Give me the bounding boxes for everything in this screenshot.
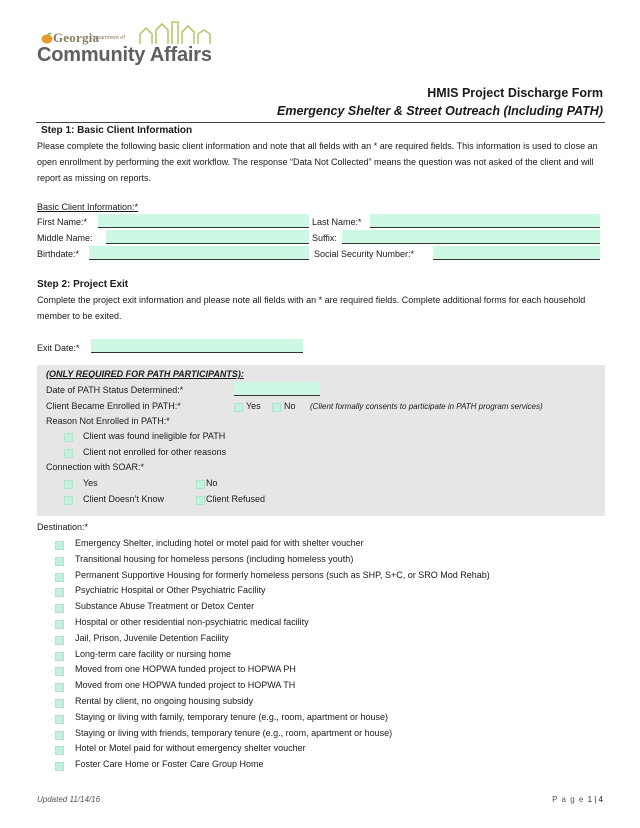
logo-community-affairs: Community Affairs (37, 44, 212, 66)
destination-option-label: Staying or living with family, temporary tenure (e.g., room, apartment or house) (75, 711, 388, 722)
header-divider (36, 122, 605, 123)
soar-no-checkbox[interactable] (196, 480, 205, 489)
ssn-input[interactable] (433, 246, 600, 260)
destination-checkbox[interactable] (55, 541, 64, 550)
exit-date-label: Exit Date:* (37, 343, 80, 353)
path-heading: (ONLY REQUIRED FOR PATH PARTICIPANTS): (46, 369, 244, 379)
reason-other-label: Client not enrolled for other reasons (83, 447, 227, 457)
destination-option-label: Emergency Shelter, including hotel or motel paid for with shelter voucher (75, 538, 364, 548)
destination-checkbox[interactable] (55, 667, 64, 676)
suffix-input[interactable] (342, 230, 600, 244)
destination-option-label: Psychiatric Hospital or Other Psychiatric Facility (75, 585, 266, 596)
destination-checkbox[interactable] (55, 620, 64, 629)
logo-dept-text: Department of (90, 35, 125, 41)
step1-paragraph: Please complete the following basic client information and note that all fields with an * are required fields. This information is used to close an open enrollment by performing the exit workflow. The response “Data Not Collected” means the question was not asked of the client and will report as missing on reports. (37, 141, 598, 183)
destination-checkbox[interactable] (55, 652, 64, 661)
footer-page (552, 795, 603, 804)
destination-option-label: Moved from one HOPWA funded project to HOPWA PH (75, 664, 296, 675)
destination-checkbox[interactable] (55, 573, 64, 582)
birthdate-label: Birthdate:* (37, 249, 80, 259)
destination-checkbox[interactable] (55, 604, 64, 613)
destination-checkbox[interactable] (55, 746, 64, 755)
path-enrolled-no-label: No (284, 401, 296, 411)
middle-name-input[interactable] (106, 230, 309, 244)
form-title: HMIS Project Discharge Form (427, 86, 603, 100)
suffix-label: Suffix: (312, 233, 337, 243)
destination-checkbox[interactable] (55, 715, 64, 724)
destination-option-label: Long-term care facility or nursing home (75, 648, 232, 659)
form-subtitle: Emergency Shelter & Street Outreach (Including PATH) (277, 104, 603, 118)
reason-other-checkbox[interactable] (64, 449, 73, 458)
destination-option-label: Jail, Prison, Juvenile Detention Facility (75, 632, 229, 643)
soar-dont-know-label: Client Doesn’t Know (83, 494, 165, 504)
destination-checkbox[interactable] (55, 588, 64, 597)
destination-option-label: Permanent Supportive Housing for formerly homeless persons (such as SHP, S+C, or SRO Mod Rehab) (75, 569, 490, 580)
step1-heading: Step 1: Basic Client Information (41, 125, 193, 136)
soar-dont-know-checkbox[interactable] (64, 496, 73, 505)
path-enrolled-yes-checkbox[interactable] (234, 403, 243, 412)
destination-checkbox[interactable] (55, 699, 64, 708)
birthdate-input[interactable] (89, 246, 309, 260)
footer-page-number: 1 | 4 (587, 795, 603, 804)
logo-georgia-text: Georgia (53, 30, 100, 45)
soar-yes-checkbox[interactable] (64, 480, 73, 489)
destination-checkbox[interactable] (55, 731, 64, 740)
path-enrolled-label: Client Became Enrolled in PATH:* (46, 401, 181, 411)
destination-option-label: Hospital or other residential non-psychiatric medical facility (75, 616, 309, 627)
exit-date-input[interactable] (91, 339, 303, 353)
path-status-date-label: Date of PATH Status Determined:* (46, 385, 184, 395)
destination-option-label: Staying or living with friends, temporary tenure (e.g., room, apartment or house) (75, 727, 393, 738)
step2-paragraph: Complete the project exit information and please note all fields with an * are required fields. Complete additional forms for each household member to be exited. (37, 295, 586, 321)
destination-option-label: Moved from one HOPWA funded project to HOPWA TH (75, 680, 296, 691)
destination-option-label: Foster Care Home or Foster Care Group Home (75, 759, 264, 770)
path-enrolled-yes-label: Yes (246, 401, 261, 411)
step2-heading: Step 2: Project Exit (37, 279, 129, 290)
path-enrolled-note: (Client formally consents to participate in PATH program services) (310, 402, 543, 411)
basic-info-label: Basic Client Information:* (37, 202, 139, 212)
destination-option-label: Transitional housing for homeless persons (including homeless youth) (75, 553, 354, 564)
destination-option-label: Hotel or Motel paid for without emergency shelter voucher (75, 743, 306, 754)
footer-updated: Updated 11/14/16 (37, 795, 101, 804)
destination-label: Destination:* (37, 522, 89, 532)
middle-name-label: Middle Name: (37, 233, 93, 243)
soar-no-label: No (206, 478, 218, 488)
first-name-label: First Name:* (37, 217, 88, 227)
soar-refused-label: Client Refused (206, 494, 266, 504)
soar-yes-label: Yes (83, 478, 98, 488)
first-name-input[interactable] (98, 214, 309, 228)
destination-checkbox[interactable] (55, 636, 64, 645)
ssn-label: Social Security Number:* (314, 249, 415, 259)
path-status-date-input[interactable] (234, 382, 320, 396)
soar-refused-checkbox[interactable] (196, 496, 205, 505)
destination-option-label: Rental by client, no ongoing housing subsidy (75, 695, 254, 706)
footer-page-word: P a g e (552, 795, 585, 804)
buildings-icon (138, 20, 218, 46)
destination-checkbox[interactable] (55, 557, 64, 566)
reason-ineligible-checkbox[interactable] (64, 433, 73, 442)
last-name-input[interactable] (370, 214, 600, 228)
path-reason-label: Reason Not Enrolled in PATH:* (46, 416, 170, 426)
destination-option-label: Substance Abuse Treatment or Detox Center (75, 601, 255, 612)
last-name-label: Last Name:* (312, 217, 362, 227)
soar-label: Connection with SOAR:* (46, 462, 145, 472)
destination-checkbox[interactable] (55, 762, 64, 771)
reason-ineligible-label: Client was found ineligible for PATH (83, 431, 226, 441)
peach-icon (40, 32, 54, 44)
path-enrolled-no-checkbox[interactable] (272, 403, 281, 412)
destination-checkbox[interactable] (55, 683, 64, 692)
